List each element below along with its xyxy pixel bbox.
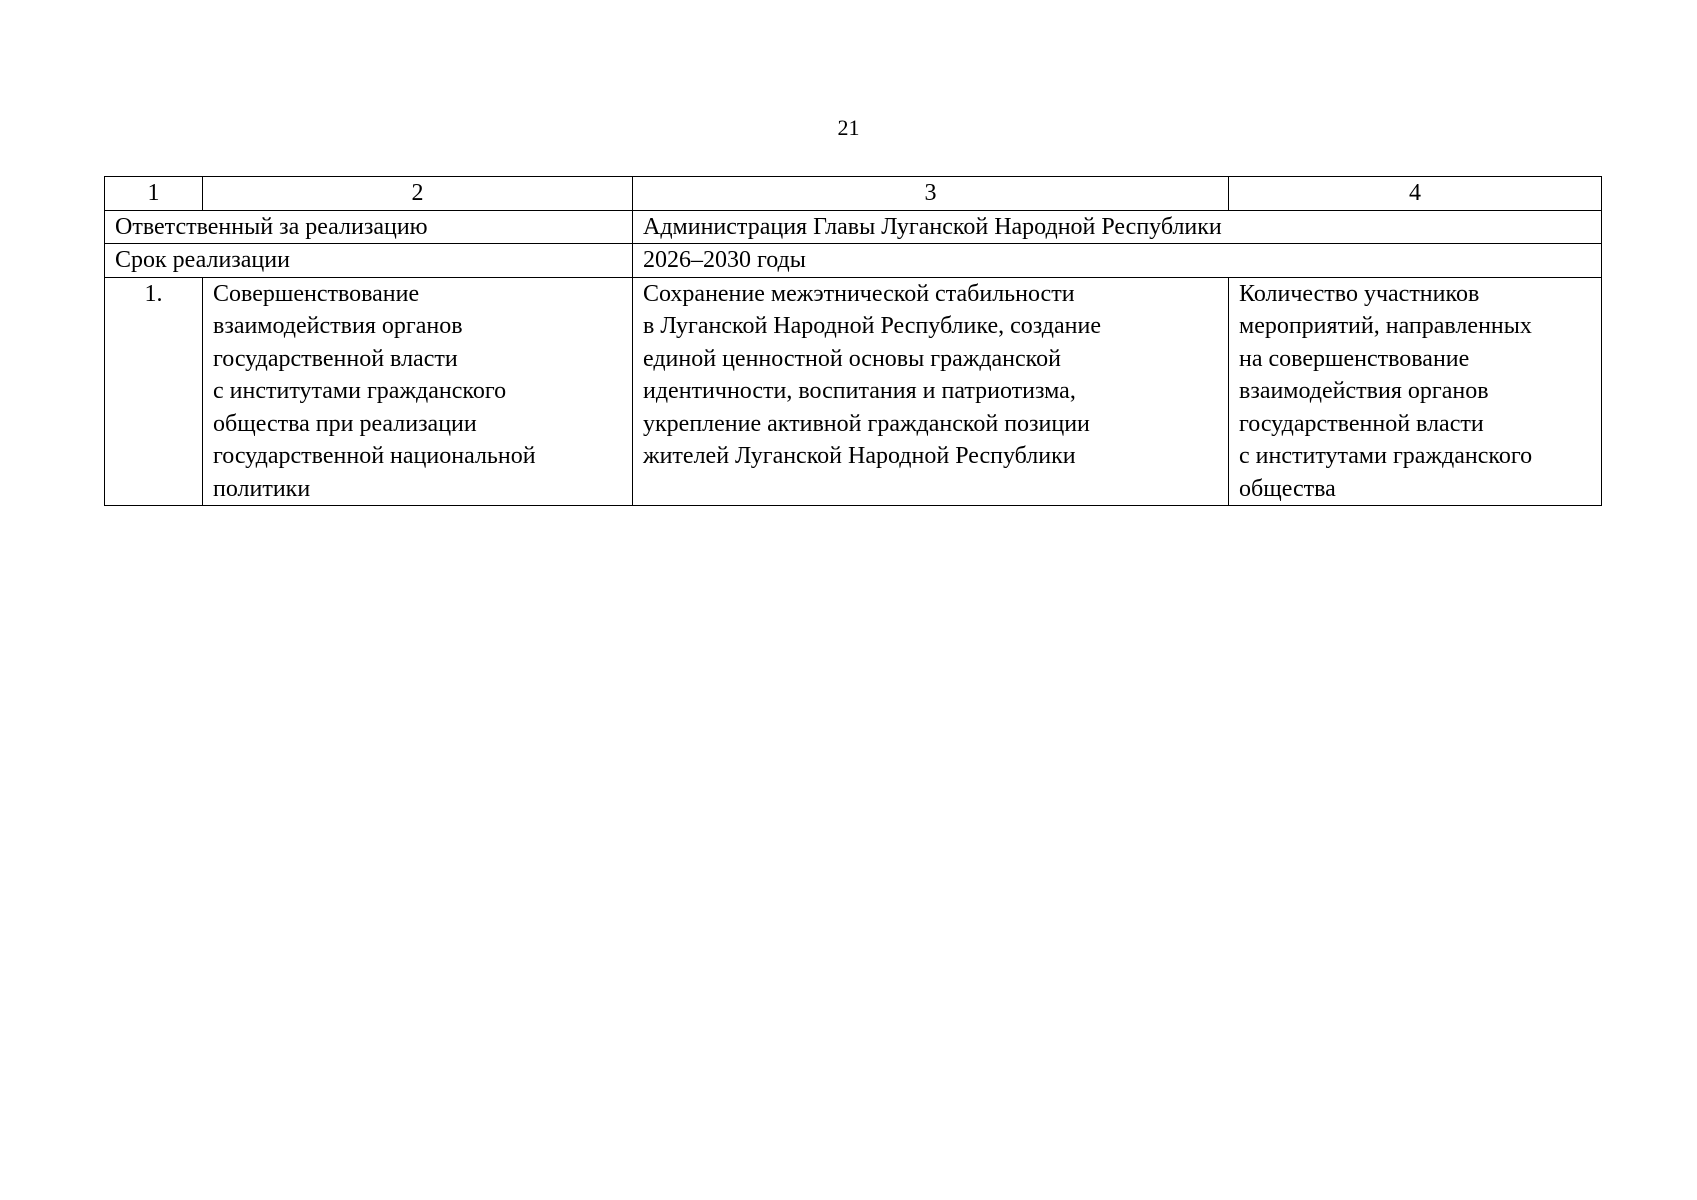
period-value: 2026–2030 годы — [633, 244, 1602, 278]
goal-text: Сохранение межэтнической стабильности в Луганской Народной Республике, создание единой ценностной основы гражданской идентичности, воспитания и патриотизма, укрепление активной гражданской позиции жителей Луганской Народной Республики — [643, 280, 1101, 469]
row-number-text: 1. — [144, 280, 163, 307]
column-number-2: 2 — [203, 177, 633, 211]
indicator-cell — [1229, 277, 1602, 506]
task-text: Совершенствование взаимодействия органов государственной власти с институтами гражданского общества при реализации государственной национальной политики — [213, 280, 536, 502]
responsible-label: Ответственный за реализацию — [105, 210, 633, 244]
table-row — [105, 277, 1602, 506]
page-number: 21 — [837, 115, 860, 140]
responsible-value: Администрация Главы Луганской Народной Республики — [633, 210, 1602, 244]
row-number — [105, 277, 203, 506]
task-cell — [203, 277, 633, 506]
period-row — [105, 244, 1602, 278]
responsible-row — [105, 210, 1602, 244]
goal-cell — [633, 277, 1229, 506]
period-label: Срок реализации — [105, 244, 633, 278]
column-number-4: 4 — [1229, 177, 1602, 211]
indicator-text: Количество участников мероприятий, направленных на совершенствование взаимодействия органов государственной власти с институтами гражданского общества — [1239, 280, 1533, 502]
table-header-row — [105, 177, 1602, 211]
column-number-3: 3 — [633, 177, 1229, 211]
column-number-1: 1 — [105, 177, 203, 211]
program-table — [104, 176, 1602, 506]
